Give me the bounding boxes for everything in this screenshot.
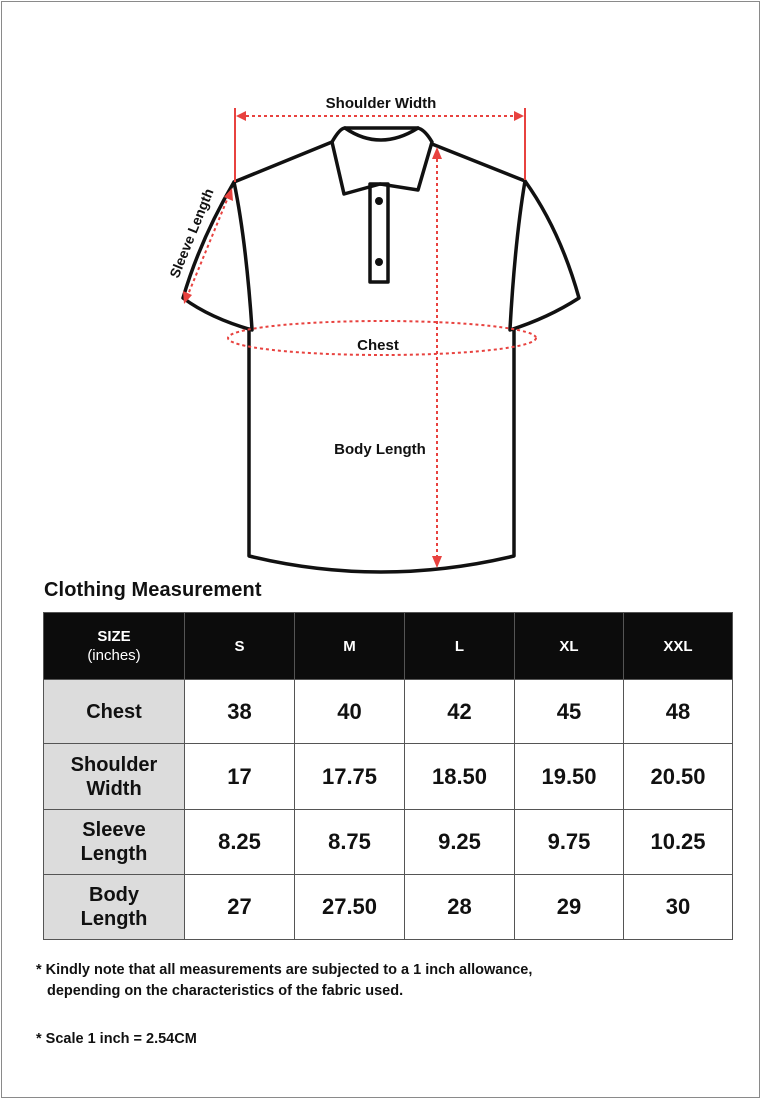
row-label-text: Length xyxy=(80,908,148,930)
table-cell: 8.75 xyxy=(295,810,405,875)
allowance-note xyxy=(36,960,532,1002)
row-label-text: Width xyxy=(86,777,142,800)
body-arrow-bottom xyxy=(432,556,442,568)
table-row-sleeve-length xyxy=(44,810,733,875)
table-cell: 18.50 xyxy=(405,744,515,810)
table-cell: 10.25 xyxy=(624,810,733,875)
table-cell: 27.50 xyxy=(295,875,405,940)
label-sleeve-length: Sleeve Length xyxy=(166,186,217,281)
table-header-row xyxy=(44,613,733,680)
table-cell: 19.50 xyxy=(515,744,624,810)
table-cell: 29 xyxy=(515,875,624,940)
table-cell: 9.25 xyxy=(405,810,515,875)
table-cell: 28 xyxy=(405,875,515,940)
label-shoulder-width: Shoulder Width xyxy=(325,95,437,112)
button-top xyxy=(375,197,383,205)
table-cell: 27 xyxy=(185,875,295,940)
allowance-note-line-2: depending on the characteristics of the fabric used. xyxy=(47,983,404,999)
collar-inner xyxy=(345,128,418,140)
header-size-s: S xyxy=(185,613,295,680)
label-chest: Chest xyxy=(357,337,399,354)
scale-note: * Scale 1 inch = 2.54CM xyxy=(36,1031,197,1047)
row-label-text: Chest xyxy=(86,700,142,723)
row-label-shoulder-width xyxy=(44,744,185,810)
table-cell: 17 xyxy=(185,744,295,810)
table-cell: 42 xyxy=(405,680,515,744)
shirt-left-side xyxy=(183,142,332,330)
row-label-text: Length xyxy=(80,843,148,865)
section-title: Clothing Measurement xyxy=(44,579,262,601)
shoulder-arrow-right xyxy=(514,111,524,121)
size-table xyxy=(43,612,733,940)
table-cell: 48 xyxy=(624,680,733,744)
allowance-note-line-1: * Kindly note that all measurements are subjected to a 1 inch allowance, xyxy=(36,962,533,978)
row-label-sleeve-length xyxy=(44,810,185,875)
header-size-label: SIZE xyxy=(97,628,131,645)
shirt-right-side xyxy=(432,144,579,330)
table-cell: 8.25 xyxy=(185,810,295,875)
row-label-chest xyxy=(44,680,185,744)
row-label-text: Body xyxy=(89,884,139,906)
table-cell: 17.75 xyxy=(295,744,405,810)
label-body-length: Body Length xyxy=(334,441,426,458)
table-cell: 9.75 xyxy=(515,810,624,875)
table-row-shoulder-width xyxy=(44,744,733,810)
shoulder-arrow-left xyxy=(236,111,246,121)
table-cell: 45 xyxy=(515,680,624,744)
table-cell: 30 xyxy=(624,875,733,940)
row-label-text: Sleeve xyxy=(82,819,146,841)
table-row-body-length xyxy=(44,875,733,940)
header-size-xl: XL xyxy=(515,613,624,680)
table-row-chest xyxy=(44,680,733,744)
button-bottom xyxy=(375,258,383,266)
header-size-m: M xyxy=(295,613,405,680)
header-unit-label: (inches) xyxy=(87,647,141,664)
header-size-cell xyxy=(44,613,185,680)
table-cell: 20.50 xyxy=(624,744,733,810)
header-size-xxl: XXL xyxy=(624,613,733,680)
table-cell: 40 xyxy=(295,680,405,744)
table-cell: 38 xyxy=(185,680,295,744)
header-size-l: L xyxy=(405,613,515,680)
row-label-body-length xyxy=(44,875,185,940)
row-label-text: Shoulder xyxy=(70,753,158,776)
